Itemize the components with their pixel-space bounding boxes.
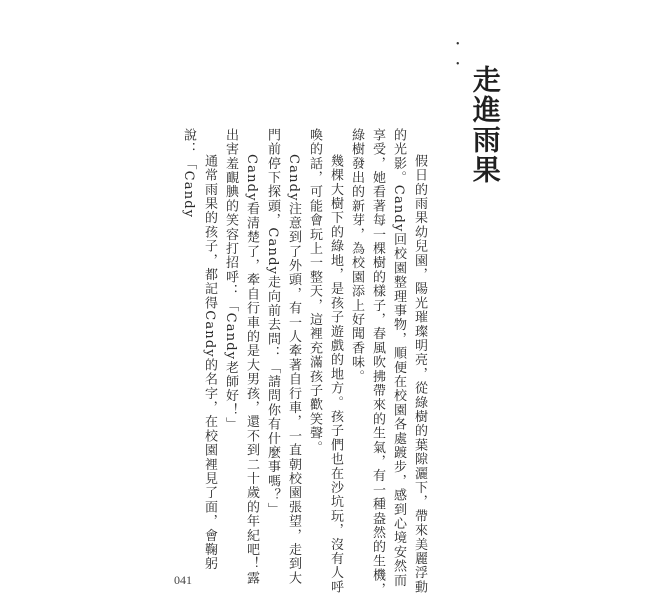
- paragraph: 幾棵大樹下的綠地，是孩子遊戲的地方。孩子們也在沙坑玩，沒有人呼喚的話，可能會玩上一整天，這裡充滿孩子歡笑聲。: [307, 128, 343, 595]
- body-text: [178, 128, 430, 598]
- paragraph: 通常雨果的孩子，都記得Candy的名字，在校園裡見了面，會鞠躬說：「Candy: [181, 128, 217, 571]
- decorative-dot: •: [456, 39, 460, 50]
- paragraph: 假日的雨果幼兒園，陽光璀璨明亮，從綠樹的葉隙灑下，帶來美麗浮動的光影。Candy回校園整理事物，順便在校園各處踱步，感到心境安然而享受，她看著每一棵樹的樣子，春風吹拂帶來的生氣，有一種盎然的生機，綠樹發出的新芽，為校園添上好聞香味。: [349, 128, 427, 597]
- decorative-dot: •: [456, 59, 460, 70]
- paragraph: Candy注意到了外頭，有一人牽著自行車，一直朝校園張望，走到大門前停下探頭，Candy走向前去問：「請問你有什麼事嗎？」: [265, 128, 301, 586]
- chapter-title: 走進雨果: [468, 65, 502, 185]
- page-number: 041: [174, 573, 192, 587]
- paragraph: Candy看清楚了，牽自行車的是大男孩，還不到二十歲的年紀吧！露出害羞靦腆的笑容打招呼：「Candy老師好！」: [223, 128, 259, 586]
